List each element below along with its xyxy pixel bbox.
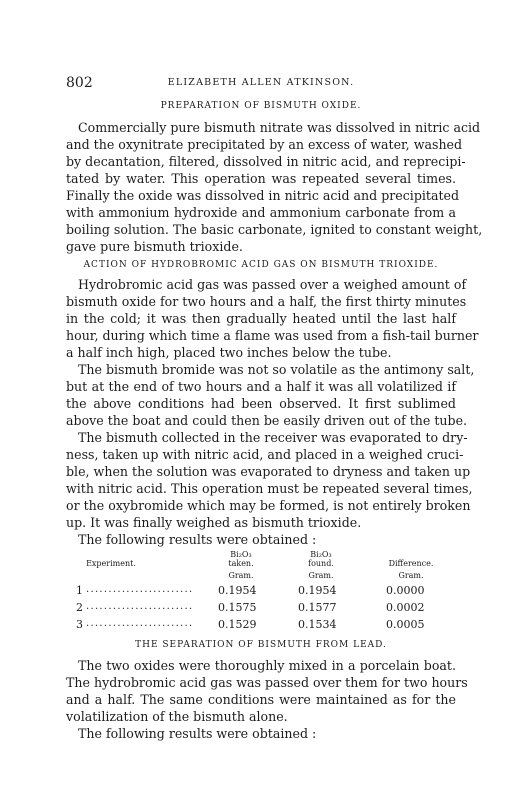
cell-found: 0.1534	[298, 618, 337, 631]
dot-leader: ........................	[86, 584, 194, 595]
cell-found: 0.1954	[298, 584, 337, 597]
cell-taken: 0.1529	[218, 618, 257, 631]
text-line: and a half. The same conditions were maintained as for the	[66, 692, 456, 707]
column-header-experiment: Experiment.	[86, 559, 136, 568]
unit-label: Gram.	[308, 571, 334, 580]
header-label: found.	[308, 559, 334, 568]
text-line: The bismuth collected in the receiver was evaporated to dry-	[78, 430, 468, 445]
text-line: The hydrobromic acid gas was passed over them for two hours	[66, 675, 468, 690]
text-line: Commercially pure bismuth nitrate was dissolved in nitric acid	[78, 120, 481, 135]
section-heading: THE SEPARATION OF BISMUTH FROM LEAD.	[135, 640, 387, 650]
cell-experiment: 2	[76, 601, 83, 614]
cell-found: 0.1577	[298, 601, 337, 614]
cell-taken: 0.1575	[218, 601, 257, 614]
column-header-difference	[376, 559, 446, 580]
cell-experiment: 3	[76, 618, 83, 631]
text-line: ness, taken up with nitric acid, and placed in a weighed cruci-	[66, 447, 464, 462]
text-line: but at the end of two hours and a half it was all volatilized if	[66, 379, 456, 394]
text-line: Hydrobromic acid gas was passed over a weighed amount of	[78, 277, 467, 292]
text-line: hour, during which time a flame was used from a fish-tail burner	[66, 328, 479, 343]
cell-difference: 0.0000	[386, 584, 425, 597]
cell-difference: 0.0002	[386, 601, 425, 614]
dot-leader: ........................	[86, 601, 194, 612]
cell-difference: 0.0005	[386, 618, 425, 631]
text-line: The two oxides were thoroughly mixed in a porcelain boat.	[78, 658, 456, 673]
text-line: and the oxynitrate precipitated by an excess of water, washed	[66, 137, 463, 152]
text-line: with nitric acid. This operation must be repeated several times,	[66, 481, 473, 496]
dot-leader: ........................	[86, 618, 194, 629]
text-line: Finally the oxide was dissolved in nitric acid and precipitated	[66, 188, 460, 203]
text-line: gave pure bismuth trioxide.	[66, 239, 243, 254]
text-line: up. It was finally weighed as bismuth trioxide.	[66, 515, 362, 530]
text-line: ble, when the solution was evaporated to dryness and taken up	[66, 464, 471, 479]
unit-label: Gram.	[228, 571, 254, 580]
text-line: by decantation, filtered, dissolved in nitric acid, and reprecipi-	[66, 154, 466, 169]
text-line: above the boat and could then be easily driven out of the tube.	[66, 413, 468, 428]
text-line: in the cold; it was then gradually heated until the last half	[66, 311, 456, 326]
text-line: a half inch high, placed two inches below the tube.	[66, 345, 392, 360]
cell-experiment: 1	[76, 584, 83, 597]
text-line: boiling solution. The basic carbonate, ignited to constant weight,	[66, 222, 483, 237]
text-line: volatilization of the bismuth alone.	[66, 709, 288, 724]
text-line: The following results were obtained :	[78, 532, 317, 547]
formula-label: Bi₂O₃	[310, 550, 332, 559]
section-heading: PREPARATION OF BISMUTH OXIDE.	[160, 101, 362, 111]
results-table	[66, 550, 456, 645]
cell-taken: 0.1954	[218, 584, 257, 597]
header-label: taken.	[228, 559, 254, 568]
table-row	[66, 601, 456, 615]
page-number: 802	[66, 75, 93, 91]
unit-label: Gram.	[398, 571, 424, 580]
text-line: bismuth oxide for two hours and a half, the first thirty minutes	[66, 294, 467, 309]
table-row	[66, 618, 456, 632]
column-header-found	[296, 550, 346, 580]
text-line: tated by water. This operation was repeated several times.	[66, 171, 456, 186]
text-line: with ammonium hydroxide and ammonium carbonate from a	[66, 205, 456, 220]
text-line: The following results were obtained :	[78, 726, 317, 741]
running-head	[66, 75, 456, 91]
running-title: ELIZABETH ALLEN ATKINSON.	[167, 77, 355, 88]
text-line: or the oxybromide which may be formed, is not entirely broken	[66, 498, 471, 513]
text-line: The bismuth bromide was not so volatile as the antimony salt,	[78, 362, 475, 377]
header-label: Difference.	[388, 559, 434, 568]
formula-label: Bi₂O₃	[230, 550, 252, 559]
column-header-taken	[216, 550, 266, 580]
table-row	[66, 584, 456, 598]
text-line: the above conditions had been observed. It first sublimed	[66, 396, 456, 411]
section-heading: ACTION OF HYDROBROMIC ACID GAS ON BISMUTH TRIOXIDE.	[83, 260, 439, 270]
